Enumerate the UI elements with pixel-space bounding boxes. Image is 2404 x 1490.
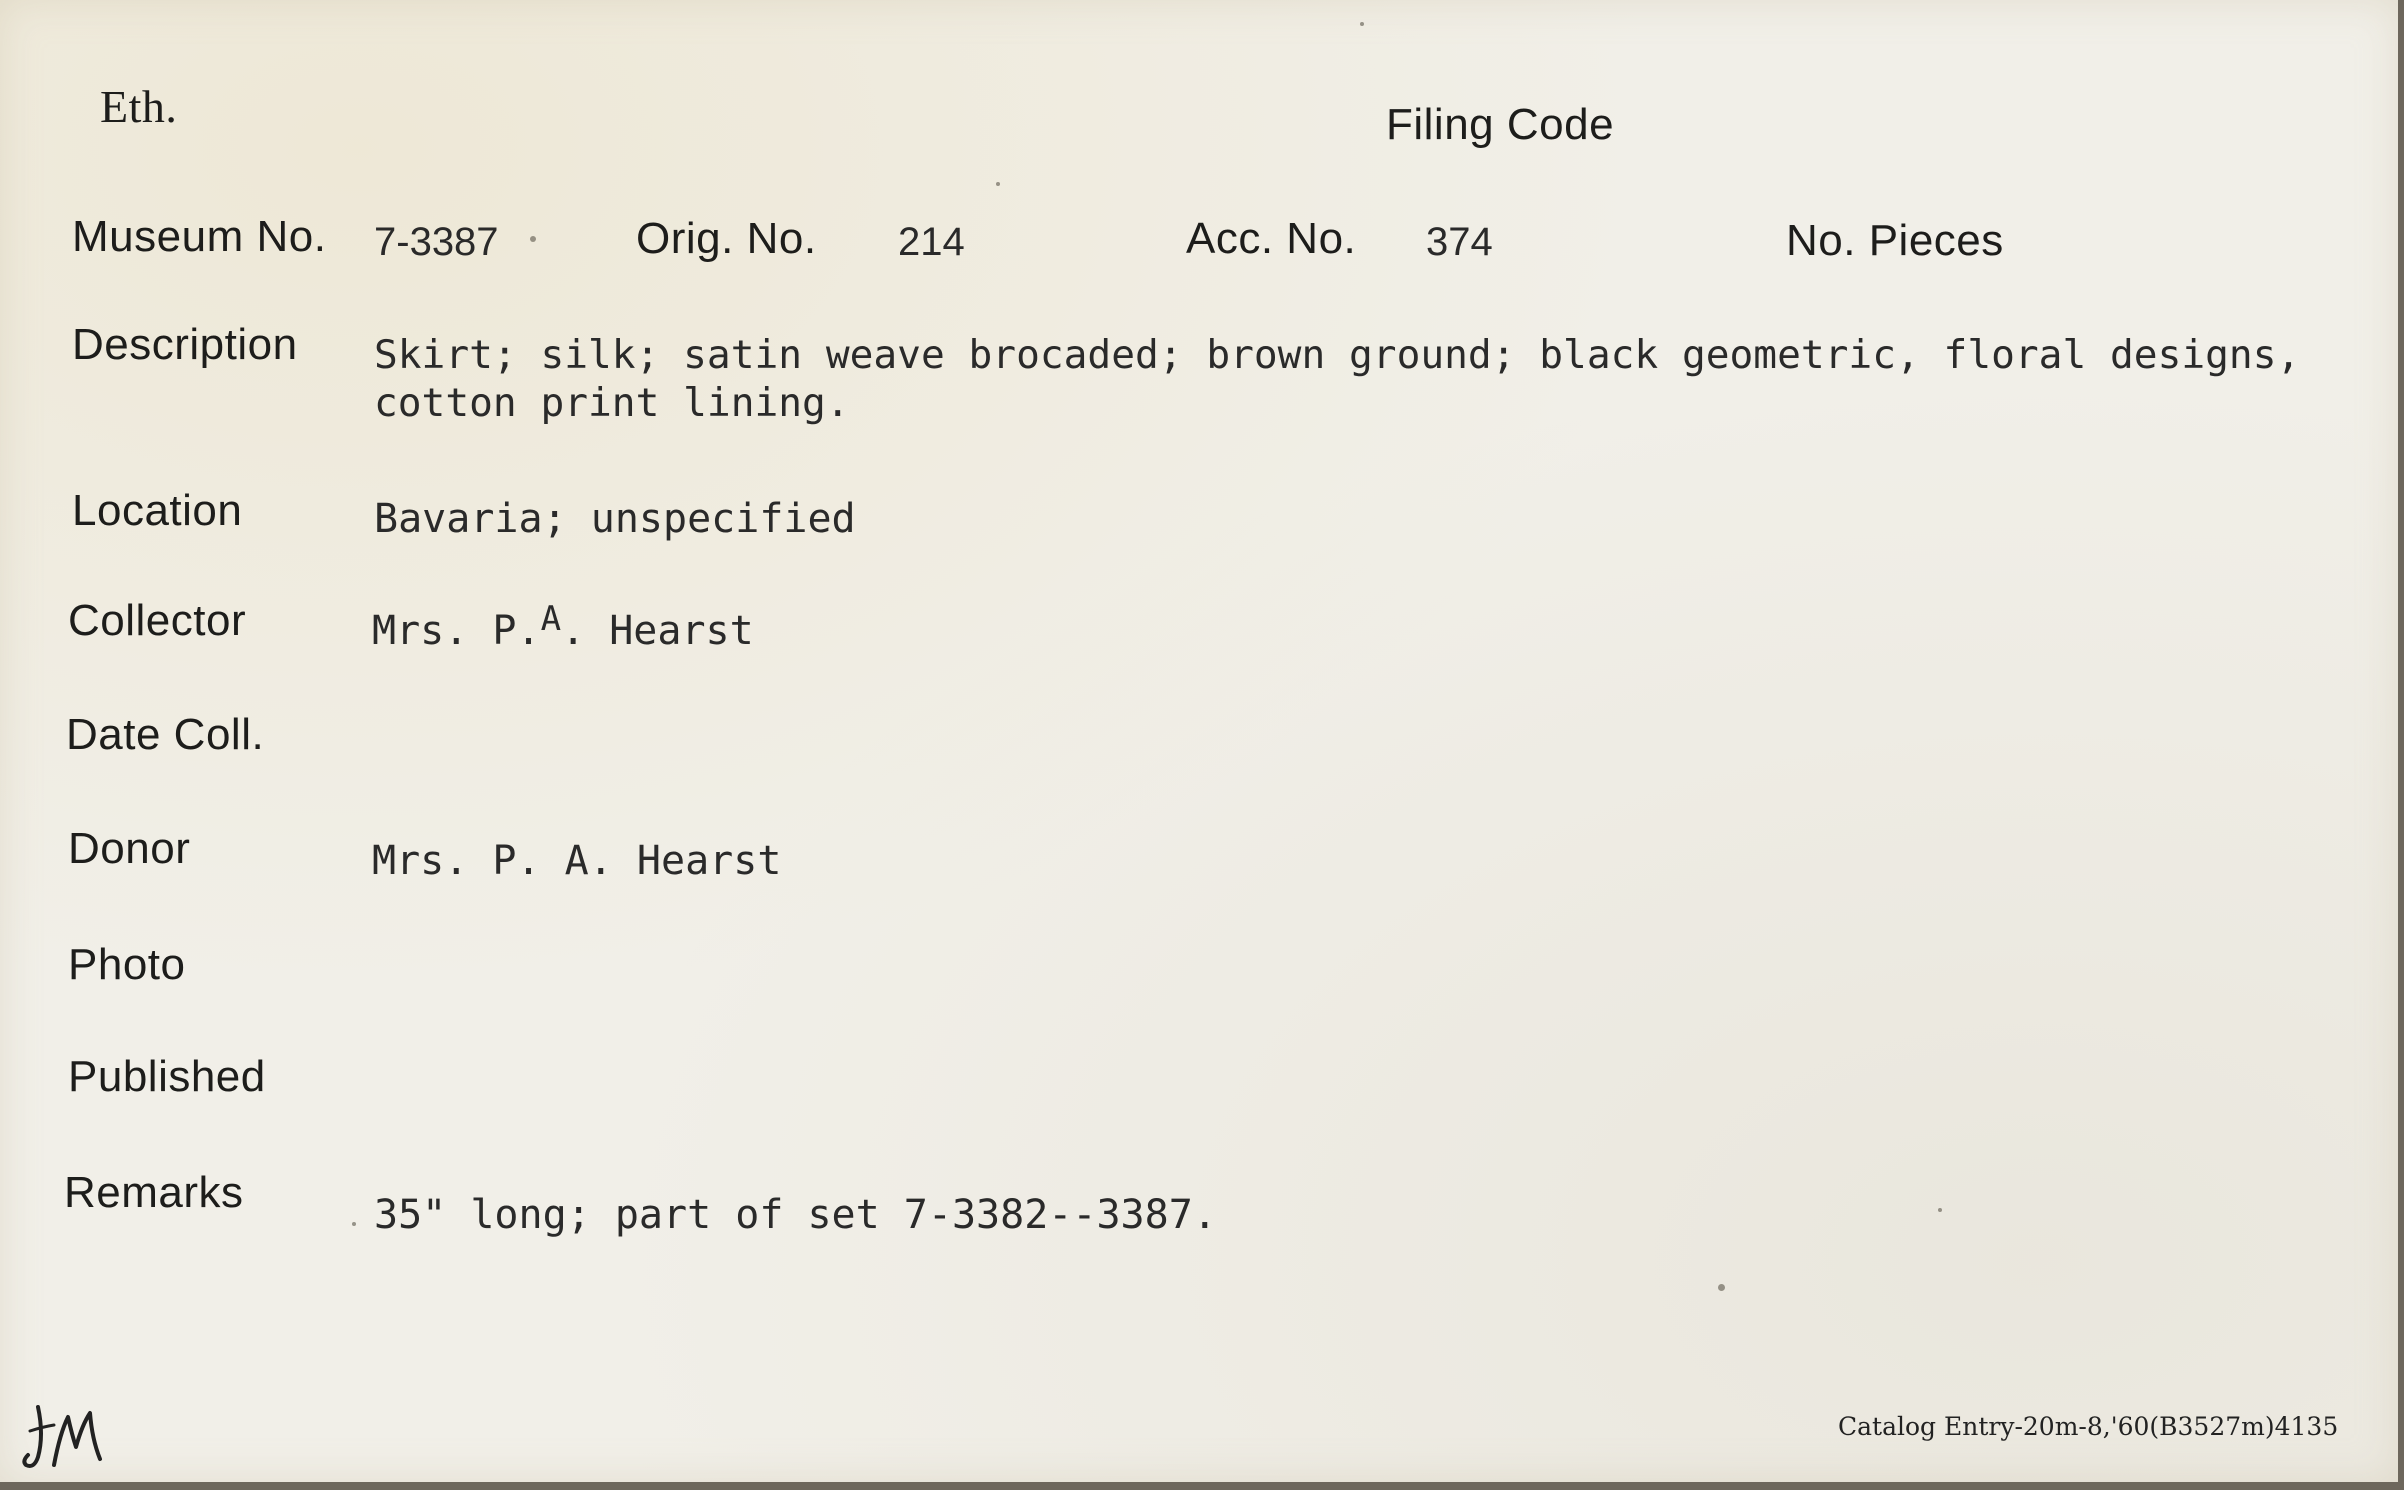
orig-no-value: 214 (898, 220, 965, 264)
no-pieces-label: No. Pieces (1786, 216, 2004, 265)
catalog-entry-footer: Catalog Entry-20m-8,'60(B3527m)4135 (1838, 1412, 2339, 1441)
donor-value: Mrs. P. A. Hearst (372, 838, 782, 884)
card-speck (530, 236, 536, 242)
collector-label: Collector (68, 596, 247, 645)
donor-label: Donor (68, 824, 191, 873)
acc-no-label: Acc. No. (1186, 214, 1357, 263)
museum-no-label: Museum No. (72, 212, 327, 261)
card-speck (352, 1222, 356, 1226)
orig-no-label: Orig. No. (636, 214, 817, 263)
description-label: Description (72, 320, 298, 369)
location-value: Bavaria; unspecified (374, 496, 856, 542)
card-speck (996, 182, 1000, 186)
remarks-label: Remarks (64, 1168, 244, 1217)
acc-no-value: 374 (1426, 220, 1493, 264)
card-speck (1938, 1208, 1942, 1212)
description-line-1: Skirt; silk; satin weave brocaded; brown ground; black geometric, floral designs, (374, 332, 2301, 378)
card-speck (1718, 1284, 1725, 1291)
date-coll-label: Date Coll. (66, 710, 265, 759)
published-label: Published (68, 1052, 266, 1101)
collector-value-part-2: . Hearst (561, 608, 754, 654)
remarks-value: 35" long; part of set 7-3382--3387. (374, 1192, 1217, 1238)
filing-code-label: Filing Code (1386, 100, 1615, 149)
location-label: Location (72, 486, 243, 535)
card-speck (1360, 22, 1364, 26)
department-label: Eth. (100, 81, 178, 132)
collector-value (372, 599, 754, 654)
collector-value-superscript: A (540, 599, 562, 639)
handwritten-initials-signature (20, 1395, 120, 1475)
museum-no-value: 7-3387 (374, 220, 499, 264)
collector-value-part-1: Mrs. P. (372, 608, 541, 654)
photo-label: Photo (68, 940, 186, 989)
description-line-2: cotton print lining. (374, 380, 850, 426)
